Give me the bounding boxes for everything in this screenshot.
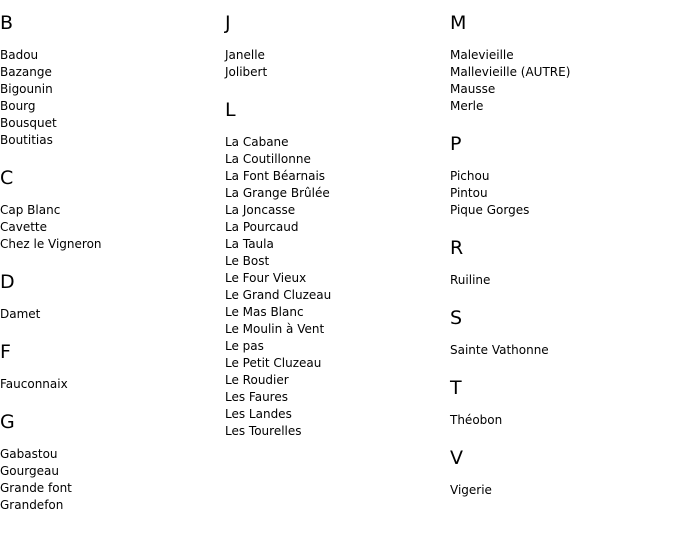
place-name-item[interactable]: La Pourcaud: [225, 220, 299, 234]
section-letter-heading: J: [225, 12, 231, 34]
section-letter-heading: M: [450, 12, 467, 34]
place-name-item[interactable]: Le Moulin à Vent: [225, 322, 325, 336]
place-name-item[interactable]: Bazange: [0, 65, 52, 79]
place-name-item[interactable]: La Joncasse: [225, 203, 296, 217]
place-name-item[interactable]: Boutitias: [0, 133, 53, 147]
place-name-item[interactable]: Ruiline: [450, 273, 491, 287]
place-name-item[interactable]: Cavette: [0, 220, 48, 234]
place-name-list: [450, 342, 670, 359]
place-name-list: [0, 446, 220, 514]
place-name-item[interactable]: Vigerie: [450, 483, 492, 497]
place-name-item[interactable]: Pintou: [450, 186, 488, 200]
place-name-list: [0, 202, 220, 253]
letter-section: [225, 12, 445, 81]
index-column-3: [450, 0, 670, 499]
section-letter-heading: V: [450, 447, 463, 469]
place-name-list: [0, 47, 220, 149]
index-column-1: [0, 0, 220, 514]
place-name-item[interactable]: Le Four Vieux: [225, 271, 307, 285]
section-letter-heading: C: [0, 167, 14, 189]
section-letter-heading: L: [225, 99, 236, 121]
letter-section: [450, 237, 670, 289]
place-name-item[interactable]: Grande font: [0, 481, 72, 495]
place-name-list: [450, 47, 670, 115]
place-name-item[interactable]: Théobon: [450, 413, 503, 427]
place-name-item[interactable]: Sainte Vathonne: [450, 343, 549, 357]
letter-section: [450, 12, 670, 115]
place-name-item[interactable]: Damet: [0, 307, 41, 321]
place-name-item[interactable]: Malevieille: [450, 48, 514, 62]
place-name-item[interactable]: Chez le Vigneron: [0, 237, 102, 251]
place-name-item[interactable]: Le Petit Cluzeau: [225, 356, 322, 370]
place-name-item[interactable]: Mausse: [450, 82, 496, 96]
section-letter-heading: G: [0, 411, 15, 433]
place-name-item[interactable]: Pique Gorges: [450, 203, 530, 217]
place-name-list: [225, 134, 445, 440]
place-name-item[interactable]: Badou: [0, 48, 39, 62]
place-name-item[interactable]: Le Grand Cluzeau: [225, 288, 332, 302]
section-letter-heading: R: [450, 237, 464, 259]
place-name-item[interactable]: Les Faures: [225, 390, 288, 404]
index-column-2: [225, 0, 445, 440]
section-letter-heading: B: [0, 12, 14, 34]
place-name-item[interactable]: Jolibert: [225, 65, 268, 79]
section-letter-heading: T: [450, 377, 462, 399]
section-letter-heading: P: [450, 133, 462, 155]
letter-section: [0, 271, 220, 323]
letter-section: [0, 167, 220, 253]
place-name-item[interactable]: Le pas: [225, 339, 264, 353]
place-name-item[interactable]: Janelle: [225, 48, 265, 62]
place-name-item[interactable]: Grandefon: [0, 498, 64, 512]
place-name-item[interactable]: La Cabane: [225, 135, 289, 149]
place-name-item[interactable]: Le Mas Blanc: [225, 305, 304, 319]
section-letter-heading: F: [0, 341, 11, 363]
letter-section: [450, 133, 670, 219]
place-name-list: [0, 306, 220, 323]
place-name-list: [450, 412, 670, 429]
section-letter-heading: D: [0, 271, 15, 293]
place-name-item[interactable]: Les Tourelles: [225, 424, 302, 438]
place-name-item[interactable]: Gourgeau: [0, 464, 59, 478]
letter-section: [450, 447, 670, 499]
place-name-item[interactable]: Mallevieille (AUTRE): [450, 65, 571, 79]
place-name-list: [450, 168, 670, 219]
place-name-item[interactable]: Les Landes: [225, 407, 292, 421]
place-name-item[interactable]: Bourg: [0, 99, 36, 113]
place-name-item[interactable]: La Font Béarnais: [225, 169, 326, 183]
place-name-list: [450, 482, 670, 499]
letter-section: [0, 12, 220, 149]
place-name-list: [0, 376, 220, 393]
place-name-list: [450, 272, 670, 289]
place-name-item[interactable]: La Coutillonne: [225, 152, 311, 166]
place-name-item[interactable]: Pichou: [450, 169, 490, 183]
place-name-list: [225, 47, 445, 81]
place-name-item[interactable]: La Grange Brûlée: [225, 186, 330, 200]
place-name-item[interactable]: Gabastou: [0, 447, 58, 461]
place-name-item[interactable]: Bousquet: [0, 116, 57, 130]
place-name-item[interactable]: Bigounin: [0, 82, 53, 96]
place-name-item[interactable]: La Taula: [225, 237, 274, 251]
section-letter-heading: S: [450, 307, 463, 329]
letter-section: [0, 341, 220, 393]
place-name-item[interactable]: Fauconnaix: [0, 377, 68, 391]
place-name-item[interactable]: Merle: [450, 99, 484, 113]
place-name-item[interactable]: Cap Blanc: [0, 203, 61, 217]
letter-section: [0, 411, 220, 514]
place-name-item[interactable]: Le Roudier: [225, 373, 289, 387]
letter-section: [450, 377, 670, 429]
letter-section: [450, 307, 670, 359]
place-name-item[interactable]: Le Bost: [225, 254, 270, 268]
letter-section: [225, 99, 445, 440]
